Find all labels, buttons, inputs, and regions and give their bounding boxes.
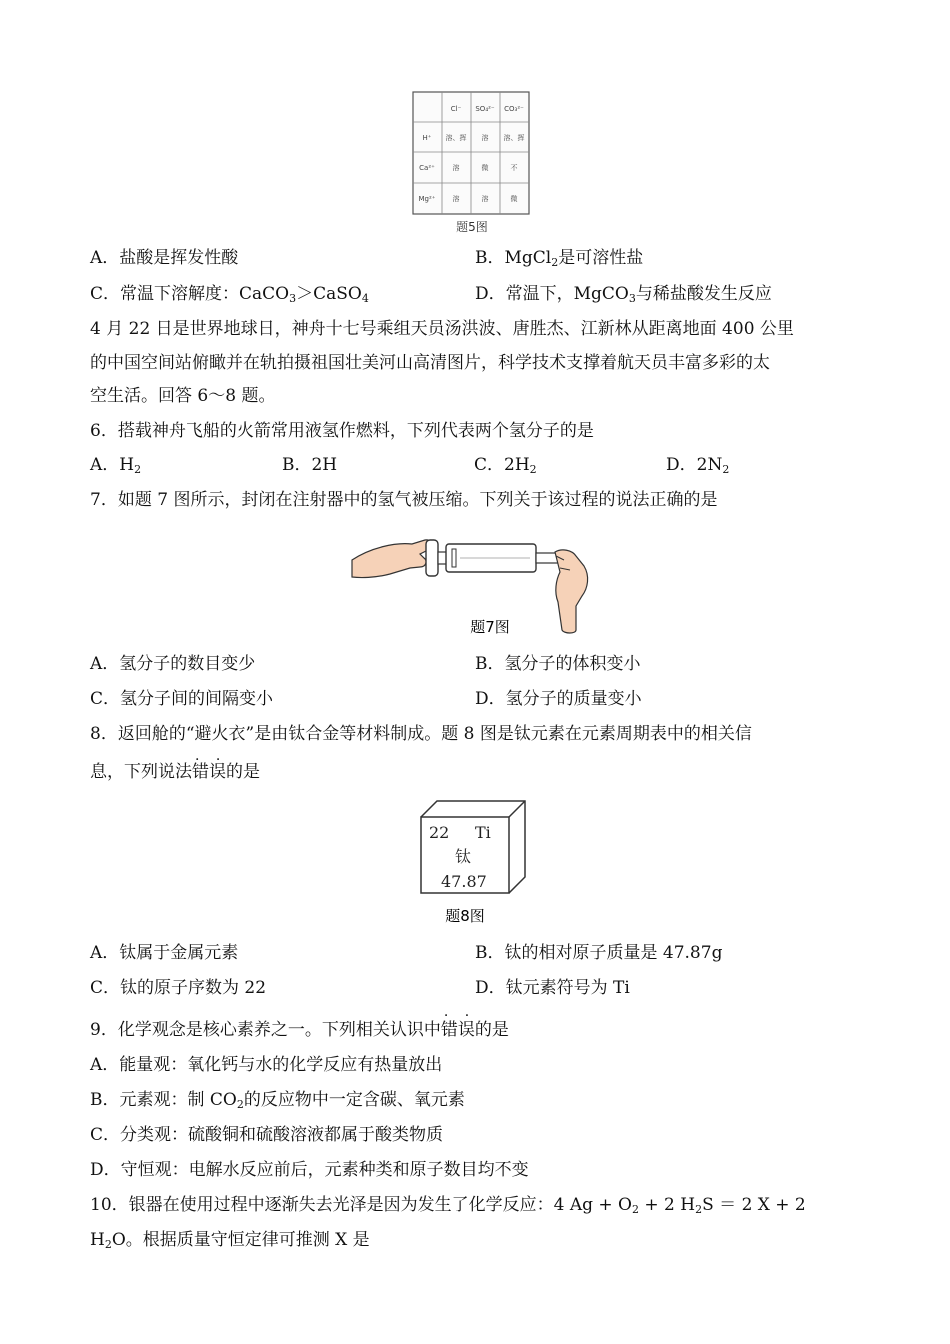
table-cell: 溶、挥 [503,134,525,142]
table-header-so4: SO₄²⁻ [475,105,495,113]
emphasis-text: 错误 · · [192,762,226,782]
fig5-solubility-table [410,90,535,238]
q10-stem-line-2: $H_2O$。根据质量守恒定律可推测 X 是 [90,1230,370,1251]
table-cell: 溶 [452,164,460,172]
element-number: 22 [429,823,450,842]
intro-line-2: 的中国空间站俯瞰并在轨拍摄祖国壮美河山高清图片，科学技术支撑着航天员丰富多彩的太 [90,353,770,373]
table-cell: 溶 [481,195,489,203]
table-cell: 不 [510,164,518,172]
q5-option-b: B．MgCl$_2$是可溶性盐 [475,248,644,269]
q5-option-a: A．盐酸是挥发性酸 [90,248,239,268]
emphasis-text: 错误 · · [441,1018,475,1042]
q5-option-c: C．常温下溶解度：CaCO$_3$＞CaSO$_4$ [90,284,369,305]
q10-stem-line-1: 10．银器在使用过程中逐渐失去光泽是因为发生了化学反应：4 $Ag + O_2 + 2$ $H_2S = 2$ X + 2 [90,1195,806,1216]
q6-option-b: B．2H [282,455,338,475]
q6-option-d: D．$2N_2$ [666,455,730,476]
q9-option-a: A．能量观：氧化钙与水的化学反应有热量放出 [90,1055,443,1075]
element-symbol: Ti [475,823,491,842]
right-hand [555,550,588,633]
q8-stem-line-2: 息，下列说法错误 · ·的是 [90,760,260,784]
q9-option-d: D．守恒观：电解水反应前后，元素种类和原子数目均不变 [90,1160,529,1180]
q9-option-c: C．分类观：硫酸铜和硫酸溶液都属于酸类物质 [90,1125,444,1145]
table-cell: 溶 [481,134,489,142]
table-cell: 微 [481,164,489,172]
q6-option-c: C．$2H_2$ [474,455,537,476]
table-row-ca: Ca²⁺ [419,164,435,172]
table-header-cl: Cl⁻ [450,105,462,113]
intro-line-3: 空生活。回答 6～8 题。 [90,386,276,406]
q8-option-d: D．钛元素符号为 Ti [475,978,630,998]
element-mass: 47.87 [441,872,487,891]
table-cell: 溶、挥 [445,134,467,142]
table-row-mg: Mg²⁺ [418,195,436,203]
q8-option-b: B．钛的相对原子质量是 47.87g [475,943,723,963]
q7-option-a: A．氢分子的数目变少 [90,654,256,674]
q8-option-c: C．钛的原子序数为 22 [90,978,267,998]
table-row-h: H⁺ [422,134,432,142]
intro-line-1: 4 月 22 日是世界地球日，神舟十七号乘组天员汤洪波、唐胜杰、江新林从距离地面 400 公里 [90,319,794,339]
q8-option-a: A．钛属于金属元素 [90,943,239,963]
fig8-caption: 题8图 [445,907,485,925]
plunger-cap [426,540,438,576]
syringe-nozzle [536,553,558,563]
fig8-element-card [415,795,530,930]
q6-stem: 6．搭载神舟飞船的火箭常用液氢作燃料，下列代表两个氢分子的是 [90,421,594,441]
element-name: 钛 [455,847,472,866]
table-header-co3: CO₃²⁻ [504,105,524,113]
left-hand [352,540,432,578]
fig7-syringe-illustration [350,522,600,642]
q6-option-a: A．$H_2$ [90,455,142,476]
fig7-caption: 题7图 [470,618,510,636]
fig5-caption: 题5图 [456,220,488,234]
q8-stem-line-1: 8．返回舱的“避火衣”是由钛合金等材料制成。题 8 图是钛元素在元素周期表中的相关信 [90,724,752,744]
q9-stem: 9．化学观念是核心素养之一。下列相关认识中错误 · ·的是 [90,1014,509,1042]
q7-option-d: D．氢分子的质量变小 [475,689,642,709]
q9-option-b: B．元素观：制 $CO_2$的反应物中一定含碳、氧元素 [90,1090,465,1111]
table-cell: 微 [510,195,518,203]
q7-option-b: B．氢分子的体积变小 [475,654,641,674]
q5-option-d: D．常温下，MgCO$_3$与稀盐酸发生反应 [475,284,772,305]
table-cell: 溶 [452,195,460,203]
q7-option-c: C．氢分子间的间隔变小 [90,689,274,709]
q7-stem: 7．如题 7 图所示，封闭在注射器中的氢气被压缩。下列关于该过程的说法正确的是 [90,490,718,510]
